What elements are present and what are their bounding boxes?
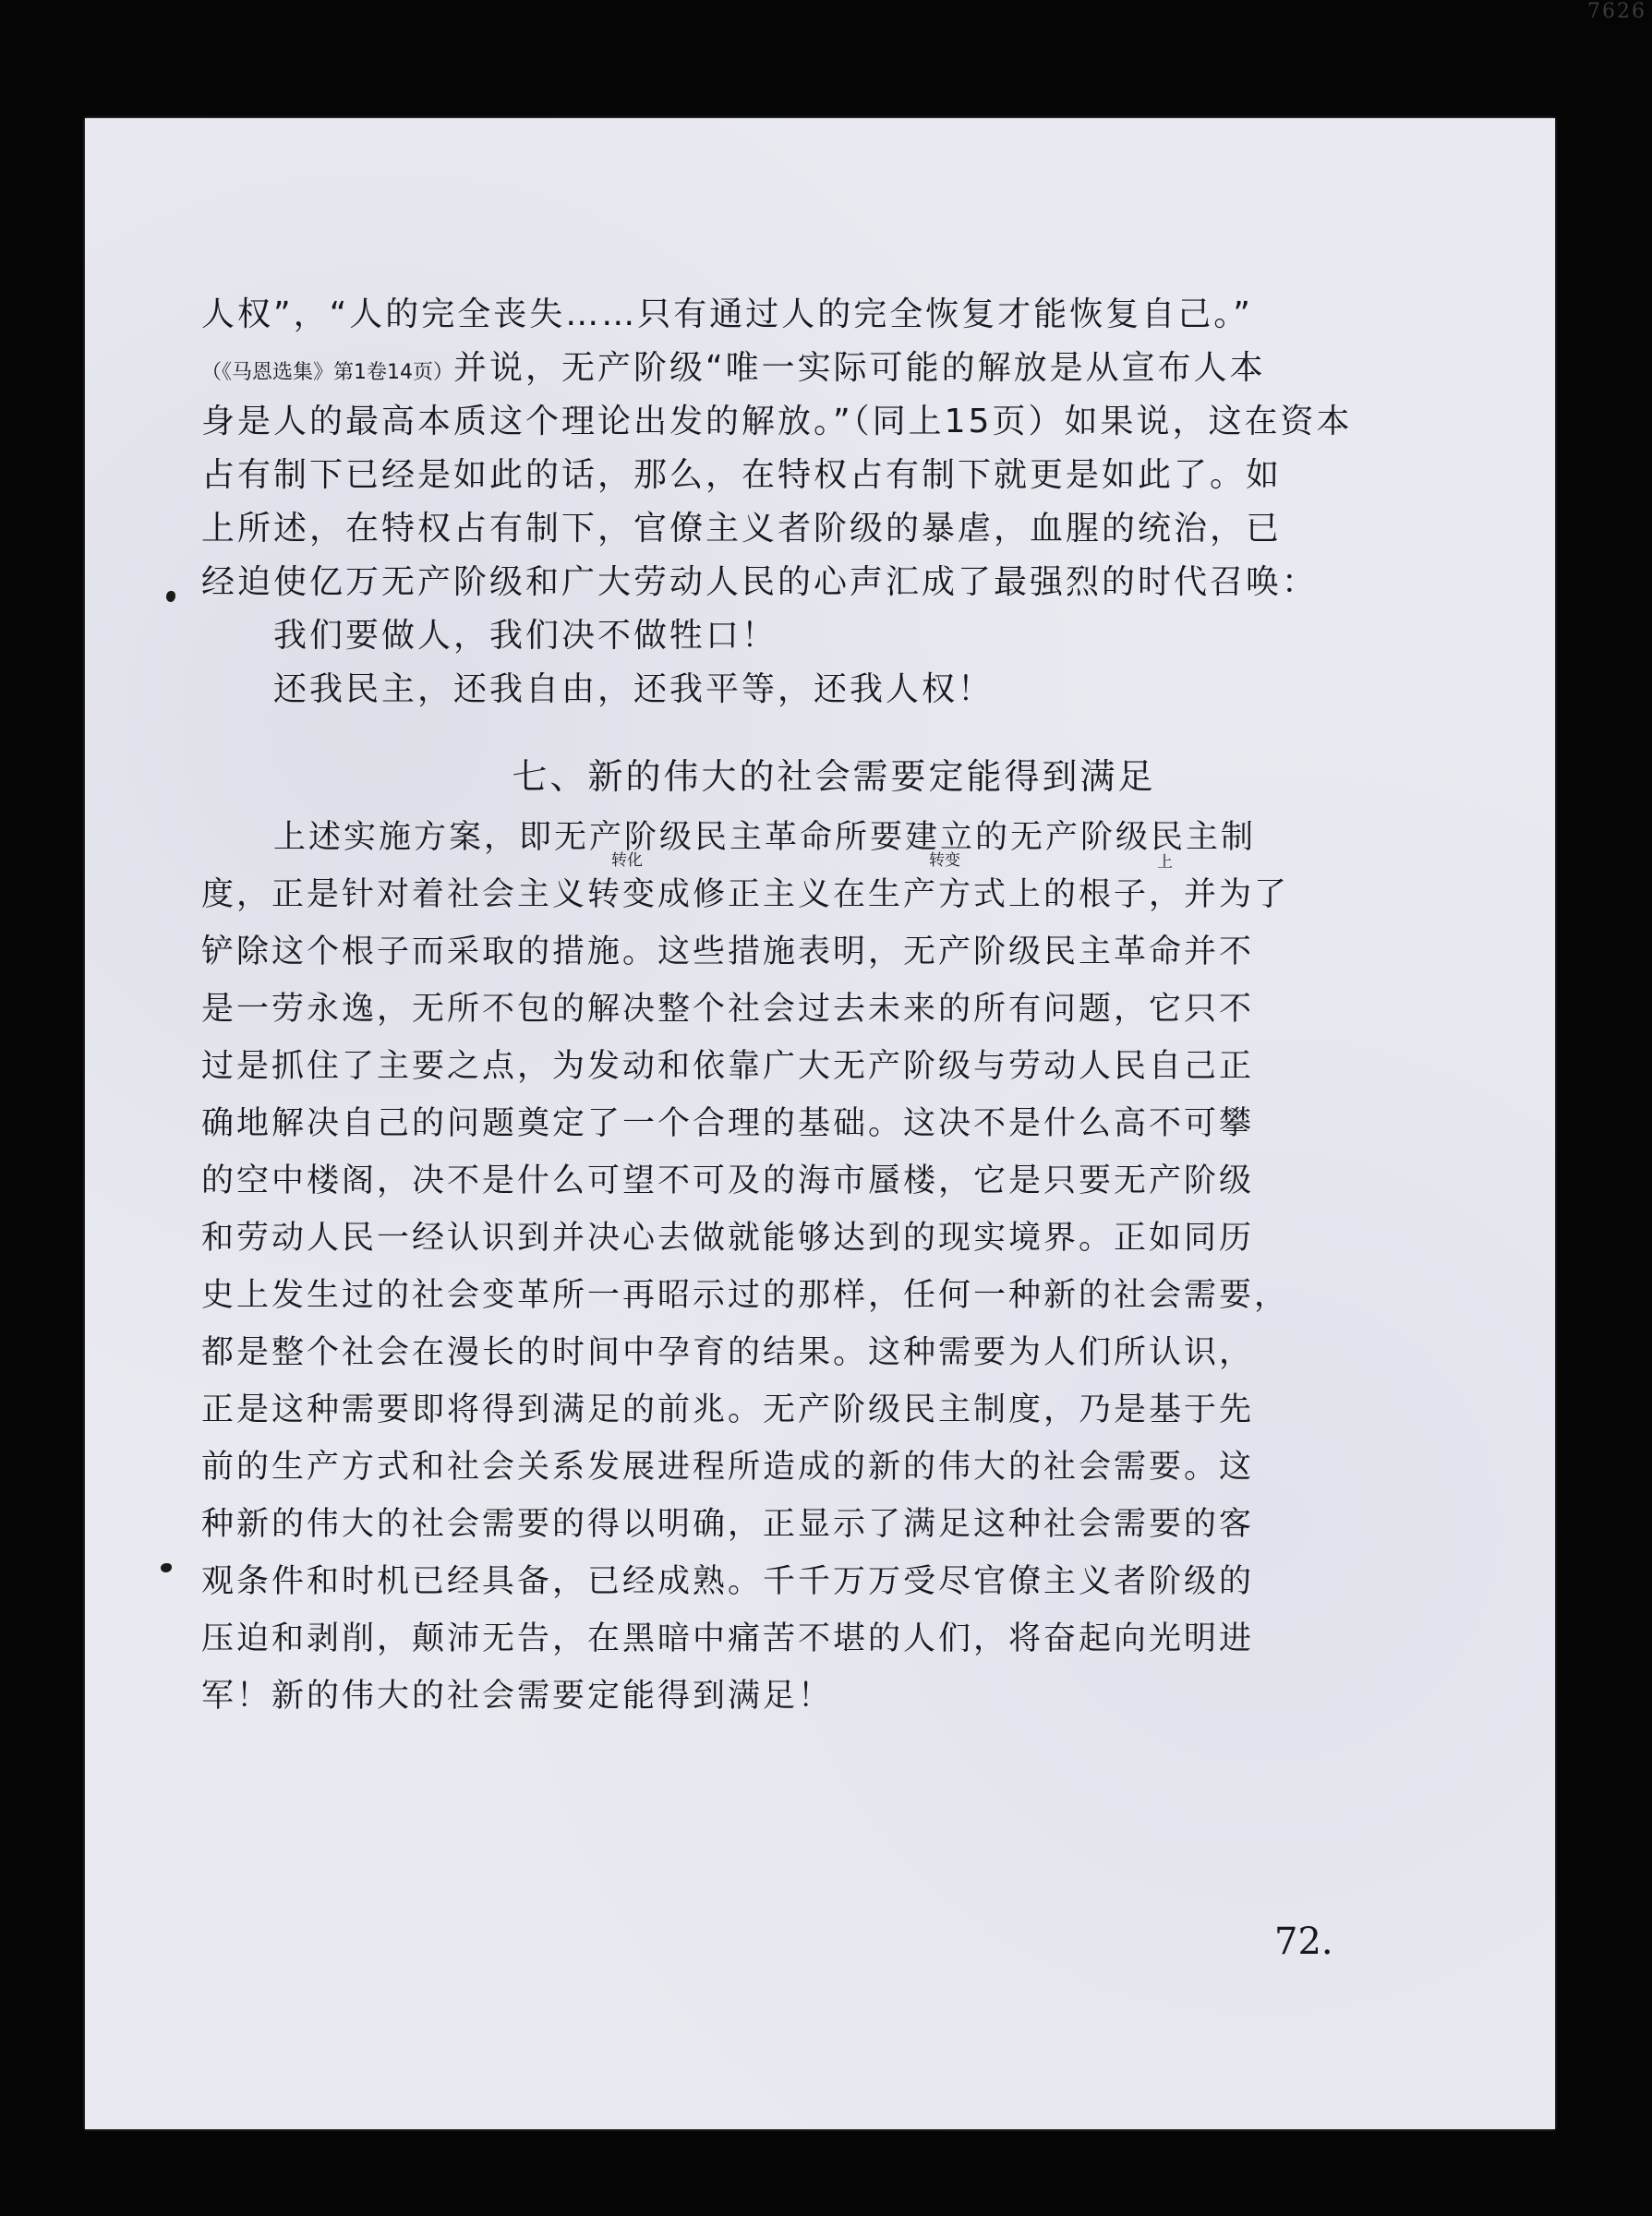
paragraph-line: 和劳动人民一经认识到并决心去做就能够达到的现实境界。正如同历	[201, 1220, 1255, 1257]
paragraph-line: 正是这种需要即将得到满足的前兆。无产阶级民主制度，乃是基于先	[201, 1391, 1255, 1428]
interlinear-correction: 转化	[611, 851, 643, 870]
slogan-line: 还我民主，还我自由，还我平等，还我人权！	[273, 670, 995, 708]
interlinear-correction: 上	[1157, 853, 1173, 872]
paragraph-line: 种新的伟大的社会需要的得以明确，正显示了满足这种社会需要的客	[201, 1506, 1255, 1543]
paragraph-line: 观条件和时机已经具备，已经成熟。千千万万受尽官僚主义者阶级的	[201, 1563, 1255, 1600]
corner-archive-mark: 7626	[1587, 0, 1646, 23]
paragraph-line: 史上发生过的社会变革所一再昭示过的那样，任何一种新的社会需要，	[201, 1277, 1290, 1314]
interlinear-correction: 转变	[929, 851, 960, 870]
paragraph-line: 压迫和剥削，颠沛无告，在黑暗中痛苦不堪的人们，将奋起向光明进	[201, 1620, 1255, 1657]
text-fragment: 并说，无产阶级“唯一实际可能的解放是从宣布人本	[453, 349, 1266, 387]
paragraph-line: 都是整个社会在漫长的时间中孕育的结果。这种需要为人们所认识，	[201, 1334, 1255, 1371]
ink-speck	[161, 1563, 172, 1572]
text-line: 经迫使亿万无产阶级和广大劳动人民的心声汇成了最强烈的时代召唤：	[201, 563, 1319, 601]
page-number: 72.	[1274, 1921, 1333, 1963]
slogan-line: 我们要做人，我们决不做牲口！	[273, 617, 778, 655]
paragraph-line: 过是抓住了主要之点，为发动和依靠广大无产阶级与劳动人民自己正	[201, 1048, 1255, 1085]
paragraph-line: 的空中楼阁，决不是什么可望不可及的海市蜃楼，它是只要无产阶级	[201, 1162, 1255, 1199]
paragraph-line: 上述实施方案，即无产阶级民主革命所要建立的无产阶级民主制	[273, 819, 1257, 856]
paragraph-line: 前的生产方式和社会关系发展进程所造成的新的伟大的社会需要。这	[201, 1449, 1255, 1486]
spacer	[201, 717, 1429, 744]
citation: （《马恩选集》第1卷14页）	[201, 361, 453, 384]
ink-speck	[166, 591, 175, 602]
text-line: 人权”，“人的完全丧失……只有通过人的完全恢复才能恢复自己。”	[201, 295, 1253, 333]
paragraph-line	[201, 851, 1429, 923]
text-line: 占有制下已经是如此的话，那么，在特权占有制下就更是如此了。如	[201, 456, 1283, 494]
paragraph-line: 确地解决自己的问题奠定了一个合理的基础。这决不是什么高不可攀	[201, 1105, 1255, 1142]
handwritten-text-block	[201, 288, 1429, 1725]
text-line: 身是人的最高本质这个理论出发的解放。”（同上15页）如果说，这在资本	[201, 403, 1353, 440]
paragraph-line: 军！新的伟大的社会需要定能得到满足！	[201, 1678, 834, 1715]
section-heading: 七、新的伟大的社会需要定能得到满足	[512, 756, 1156, 797]
paragraph-line: 是一劳永逸，无所不包的解决整个社会过去未来的所有问题，它只不	[201, 991, 1255, 1028]
paragraph-line: 铲除这个根子而采取的措施。这些措施表明，无产阶级民主革命并不	[201, 933, 1255, 970]
text-fragment: 度，正是针对着社会主义转变成修正主义在生产方式上的根子，并为了	[201, 876, 1290, 913]
text-line	[201, 342, 1429, 395]
text-line: 上所述，在特权占有制下，官僚主义者阶级的暴虐，血腥的统治，已	[201, 510, 1283, 548]
